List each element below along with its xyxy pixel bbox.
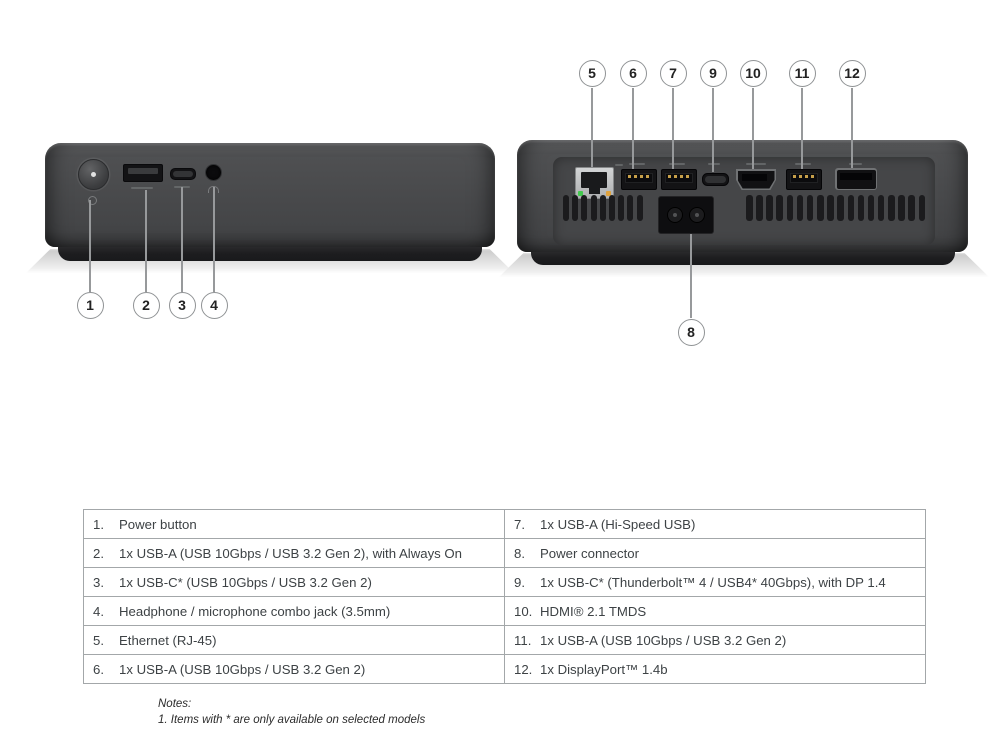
rear-view-device — [517, 140, 968, 252]
table-cell-number: 1. — [93, 516, 104, 532]
table-cell-number: 12. — [514, 661, 533, 677]
usb-contacts — [793, 175, 815, 178]
headphone-jack — [205, 164, 222, 181]
table-cell-number: 7. — [514, 516, 525, 532]
rj45-slot — [581, 172, 607, 188]
table-cell — [505, 626, 925, 654]
vent-slot — [572, 195, 578, 221]
table-cell-description: Headphone / microphone combo jack (3.5mm) — [119, 603, 391, 619]
table-cell-number: 3. — [93, 574, 104, 590]
vent-slot — [600, 195, 606, 221]
leader-line — [851, 88, 853, 168]
callout-12: 12 — [839, 60, 866, 87]
usb-contacts — [668, 175, 690, 178]
leader-line — [632, 88, 634, 169]
usb-a-port — [621, 169, 657, 190]
vent-slot — [776, 195, 783, 221]
notes — [158, 697, 425, 728]
vent-slot — [787, 195, 794, 221]
table-cell — [505, 655, 925, 683]
power-led — [91, 172, 96, 177]
power-pin-hole — [667, 207, 683, 223]
table-cell-description: HDMI® 2.1 TMDS — [540, 603, 647, 619]
usb-contacts — [628, 175, 650, 178]
vent-slot — [908, 195, 915, 221]
power-connector — [658, 196, 714, 234]
table-cell-number: 6. — [93, 661, 104, 677]
vent-slot — [591, 195, 597, 221]
leader-line — [213, 187, 215, 292]
rj45-tab — [589, 188, 600, 194]
vent-slot — [756, 195, 763, 221]
table-cell — [84, 568, 505, 596]
vent-slot — [609, 195, 615, 221]
vent-slot — [878, 195, 885, 221]
table-row — [84, 596, 925, 625]
leader-line — [752, 88, 754, 169]
table-cell — [505, 539, 925, 567]
vent-slot — [807, 195, 814, 221]
usb-a-port — [123, 164, 163, 182]
usb-c-port — [702, 173, 729, 186]
callout-7: 7 — [660, 60, 687, 87]
leader-line — [145, 190, 147, 292]
table-row — [84, 538, 925, 567]
table-cell-description: Ethernet (RJ-45) — [119, 632, 217, 648]
vent-slot — [817, 195, 824, 221]
callout-8: 8 — [678, 319, 705, 346]
port-label-mark — [746, 163, 766, 165]
usb-a-port — [786, 169, 822, 190]
callout-5: 5 — [579, 60, 606, 87]
vent-slot — [581, 195, 587, 221]
vent-slot — [766, 195, 773, 221]
vent-slot — [888, 195, 895, 221]
table-cell-number: 10. — [514, 603, 533, 619]
table-cell — [84, 539, 505, 567]
usb-label-mark — [131, 187, 153, 189]
callout-9: 9 — [700, 60, 727, 87]
table-cell-description: 1x USB-A (USB 10Gbps / USB 3.2 Gen 2) — [540, 632, 787, 648]
table-cell — [505, 597, 925, 625]
vent-slot — [837, 195, 844, 221]
table-cell-description: 1x USB-A (USB 10Gbps / USB 3.2 Gen 2), with Always On — [119, 545, 463, 561]
table-cell-description: 1x USB-A (USB 10Gbps / USB 3.2 Gen 2) — [119, 661, 366, 677]
table-cell — [84, 510, 505, 538]
table-cell-description: 1x USB-C* (USB 10Gbps / USB 3.2 Gen 2) — [119, 574, 372, 590]
table-cell — [84, 655, 505, 683]
notes-line: 1. Items with * are only available on selected models — [158, 713, 426, 726]
table-cell-number: 11. — [514, 632, 532, 648]
table-row — [84, 654, 925, 683]
network-icon — [615, 164, 623, 166]
callout-4: 4 — [201, 292, 228, 319]
table-cell-description: 1x DisplayPort™ 1.4b — [540, 661, 668, 677]
table-row — [84, 625, 925, 654]
table-cell-description: 1x USB-C* (Thunderbolt™ 4 / USB4* 40Gbps), with DP 1.4 — [540, 574, 886, 590]
usb-a-tongue — [128, 168, 158, 174]
table-cell-number: 8. — [514, 545, 525, 561]
hdmi-port — [736, 169, 776, 190]
hdmi-slot — [742, 174, 767, 181]
notes-heading: Notes: — [158, 698, 192, 710]
front-view-device — [45, 143, 495, 247]
vent-slot — [563, 195, 569, 221]
table-cell — [84, 626, 505, 654]
table-cell — [505, 510, 925, 538]
vent-slot — [858, 195, 865, 221]
callout-11: 11 — [789, 60, 816, 87]
port-label-mark — [708, 163, 720, 165]
power-pin — [695, 213, 699, 217]
leader-line — [89, 200, 91, 292]
vent-slot — [827, 195, 834, 221]
callout-2: 2 — [133, 292, 160, 319]
displayport-port — [835, 168, 877, 190]
ports-table — [83, 509, 926, 684]
table-cell-number: 5. — [93, 632, 104, 648]
power-pin-hole — [689, 207, 705, 223]
leader-line — [801, 88, 803, 169]
power-button — [78, 159, 109, 190]
table-cell-number: 4. — [93, 603, 104, 619]
power-pin — [673, 213, 677, 217]
vent-slot — [898, 195, 905, 221]
table-cell-description: Power button — [119, 516, 197, 532]
table-row — [84, 567, 925, 596]
table-row — [84, 510, 925, 538]
callout-3: 3 — [169, 292, 196, 319]
port-label-mark — [795, 163, 811, 165]
vent-slot — [627, 195, 633, 221]
table-cell-description: 1x USB-A (Hi-Speed USB) — [540, 516, 696, 532]
vent-slot — [637, 195, 643, 221]
table-cell — [84, 597, 505, 625]
callout-1: 1 — [77, 292, 104, 319]
leader-line — [672, 88, 674, 169]
table-cell-number: 2. — [93, 545, 104, 561]
usb-c-inner — [173, 171, 193, 177]
vent-slot — [919, 195, 926, 221]
leader-line — [712, 88, 714, 172]
leader-line — [181, 187, 183, 292]
usb-c-inner — [705, 176, 726, 183]
leader-line — [690, 234, 692, 318]
displayport-slot — [840, 173, 872, 180]
callout-6: 6 — [620, 60, 647, 87]
leader-line — [591, 88, 593, 167]
table-cell-description: Power connector — [540, 545, 639, 561]
usb-a-port — [661, 169, 697, 190]
usb-c-port — [170, 168, 196, 180]
vent-slot — [746, 195, 753, 221]
table-cell — [505, 568, 925, 596]
table-cell-number: 9. — [514, 574, 525, 590]
vent-slot — [618, 195, 624, 221]
callout-10: 10 — [740, 60, 767, 87]
vent-slot — [868, 195, 875, 221]
vent-slot — [848, 195, 855, 221]
vent-slot — [797, 195, 804, 221]
